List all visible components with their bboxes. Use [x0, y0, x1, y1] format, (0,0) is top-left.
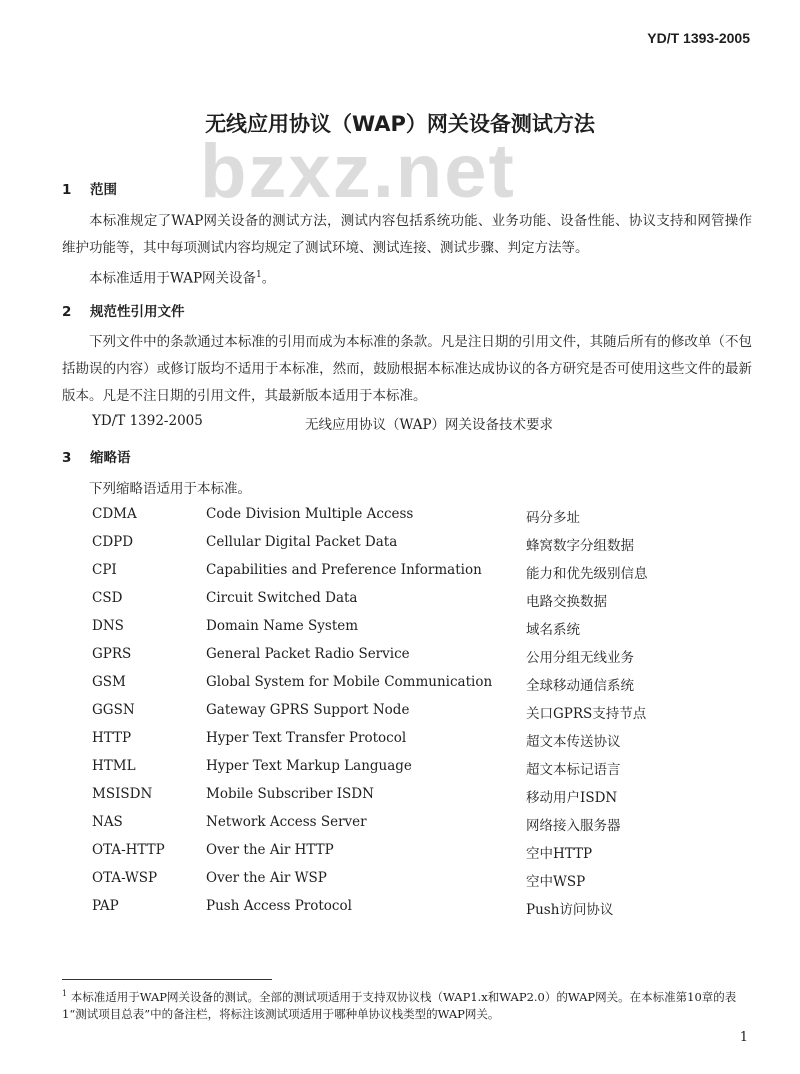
abbreviation: CPI	[92, 562, 117, 578]
full-term: Capabilities and Preference Information	[206, 562, 482, 578]
full-term: Cellular Digital Packet Data	[206, 534, 398, 550]
abbreviation: GSM	[92, 674, 126, 690]
chinese-term: 全球移动通信系统	[526, 678, 634, 694]
section-number: 3	[62, 450, 72, 466]
chinese-term: 关口GPRS支持节点	[526, 706, 647, 722]
abbreviation-row	[92, 842, 692, 864]
reference-code: YD/T 1392-2005	[92, 413, 203, 429]
full-term: Over the Air WSP	[206, 870, 327, 886]
section-1-heading	[62, 178, 117, 198]
abbreviation-row	[92, 870, 692, 892]
abbreviation-row	[92, 814, 692, 836]
full-term: Network Access Server	[206, 814, 367, 830]
abbreviation-row	[92, 534, 692, 556]
abbreviation: HTML	[92, 758, 136, 774]
abbreviation-row	[92, 618, 692, 640]
abbreviation-row	[92, 674, 692, 696]
full-term: Mobile Subscriber ISDN	[206, 786, 374, 802]
abbreviation-row	[92, 758, 692, 780]
full-term: Gateway GPRS Support Node	[206, 702, 410, 718]
chinese-term: 空中HTTP	[526, 846, 593, 862]
footnote-divider	[62, 979, 272, 980]
abbreviation-row	[92, 730, 692, 752]
full-term: Circuit Switched Data	[206, 590, 358, 606]
footnote-text: 本标准适用于WAP网关设备的测试。全部的测试项适用于支持双协议栈（WAP1.x和WAP2.0）的WAP网关。在本标准第10章的表1“测试项目总表”中的备注栏，将标注该测试项适用于哪种单协议栈类型的WAP网关。	[62, 989, 737, 1021]
standard-code: YD/T 1393-2005	[647, 30, 750, 46]
abbreviation-row	[92, 898, 692, 920]
abbreviation: GGSN	[92, 702, 135, 718]
chinese-term: 公用分组无线业务	[526, 650, 634, 666]
chinese-term: 移动用户ISDN	[526, 790, 618, 806]
abbreviation-row	[92, 646, 692, 668]
section-title: 范围	[90, 182, 117, 198]
document-title: 无线应用协议（WAP）网关设备测试方法	[205, 112, 595, 136]
abbreviation-row	[92, 506, 692, 528]
full-term: Domain Name System	[206, 618, 359, 634]
paragraph-text: 本标准适用于WAP网关设备	[89, 270, 257, 287]
abbreviation: GPRS	[92, 646, 132, 662]
full-term: Hyper Text Markup Language	[206, 758, 412, 774]
full-term: Over the Air HTTP	[206, 842, 334, 858]
section-2-heading	[62, 300, 185, 320]
abbreviation: HTTP	[92, 730, 132, 746]
chinese-term: 网络接入服务器	[526, 818, 621, 834]
section-number: 1	[62, 182, 72, 198]
section-title: 缩略语	[90, 450, 131, 466]
section-3-intro: 下列缩略语适用于本标准。	[89, 481, 251, 497]
chinese-term: 域名系统	[526, 622, 580, 638]
section-title: 规范性引用文件	[90, 304, 185, 320]
abbreviation-row	[92, 562, 692, 584]
full-term: General Packet Radio Service	[206, 646, 410, 662]
section-number: 2	[62, 304, 72, 320]
abbreviation: CSD	[92, 590, 123, 606]
abbreviation: CDMA	[92, 506, 137, 522]
abbreviation-row	[92, 786, 692, 808]
chinese-term: 能力和优先级别信息	[526, 566, 648, 582]
full-term: Code Division Multiple Access	[206, 506, 414, 522]
full-term: Global System for Mobile Communication	[206, 674, 493, 690]
abbreviation: OTA-HTTP	[92, 842, 165, 858]
abbreviation: PAP	[92, 898, 119, 914]
abbreviation: MSISDN	[92, 786, 153, 802]
abbreviation-row	[92, 702, 692, 724]
abbreviation: NAS	[92, 814, 123, 830]
full-term: Push Access Protocol	[206, 898, 352, 914]
section-1-paragraph-2	[62, 262, 752, 293]
chinese-term: 蜂窝数字分组数据	[526, 538, 634, 554]
abbreviation: OTA-WSP	[92, 870, 158, 886]
chinese-term: 超文本传送协议	[526, 734, 621, 750]
chinese-term: 电路交换数据	[526, 594, 607, 610]
section-3-heading	[62, 446, 131, 466]
abbreviation-row	[92, 590, 692, 612]
reference-title: 无线应用协议（WAP）网关设备技术要求	[305, 417, 554, 433]
chinese-term: 空中WSP	[526, 874, 586, 890]
abbreviation: DNS	[92, 618, 124, 634]
abbreviation: CDPD	[92, 534, 134, 550]
paragraph-end: 。	[261, 270, 276, 287]
section-1-paragraph-1: 本标准规定了WAP网关设备的测试方法，测试内容包括系统功能、业务功能、设备性能、协议支持和网管操作维护功能等，其中每项测试内容均规定了测试环境、测试连接、测试步骤、判定方法等。	[62, 213, 752, 256]
section-2-paragraph: 下列文件中的条款通过本标准的引用而成为本标准的条款。凡是注日期的引用文件，其随后所有的修改单（不包括勘误的内容）或修订版均不适用于本标准，然而，鼓励根据本标准达成协议的各方研究是否可使用这些文件的最新版本。凡是不注日期的引用文件，其最新版本适用于本标准。	[62, 334, 752, 404]
footnote	[62, 985, 752, 1023]
footnote-ref: 1	[256, 270, 262, 280]
chinese-term: Push访问协议	[526, 902, 614, 918]
watermark: bzxz.net	[200, 129, 516, 214]
chinese-term: 码分多址	[526, 510, 580, 526]
chinese-term: 超文本标记语言	[526, 762, 621, 778]
full-term: Hyper Text Transfer Protocol	[206, 730, 407, 746]
page-number: 1	[739, 1030, 748, 1045]
footnote-marker: 1	[62, 989, 68, 998]
